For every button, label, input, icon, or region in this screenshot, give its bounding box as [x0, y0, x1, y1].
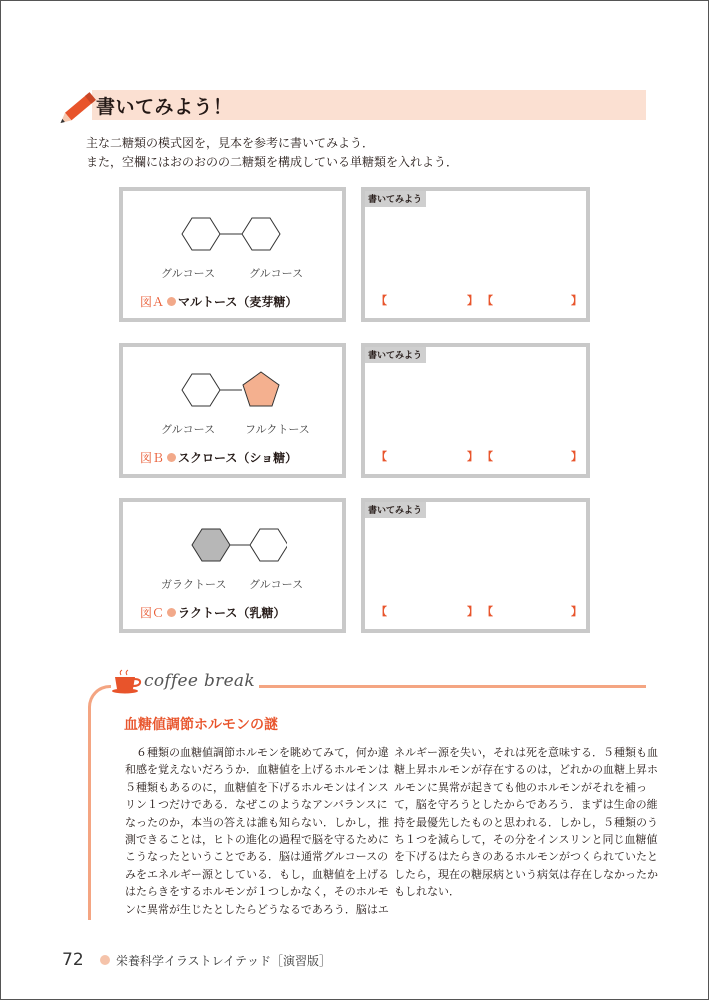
figure-number: 図Ｂ [140, 451, 165, 465]
glucose-hexagon [182, 374, 220, 406]
practice-tag: 書いてみよう [365, 502, 426, 518]
bullet-dot-icon [167, 608, 176, 617]
fructose-pentagon [243, 372, 279, 406]
text-line: ルモンに異常が起きても他のホルモンがそれを補っ [394, 780, 647, 794]
page-title: 書いてみよう！ [96, 96, 233, 118]
text-line: こうなったということである．脳は通常グルコースの [125, 850, 389, 864]
lactose-diagram [177, 522, 287, 568]
text-line: はたらきをするホルモンが１つしかなく，そのホルモ [125, 885, 389, 899]
practice-box-c[interactable] [361, 498, 590, 633]
sample-box-b [119, 343, 346, 478]
footer-dot-icon [100, 955, 110, 965]
instruction-line-1: 主な二糖類の模式図を，見本を参考に書いてみよう． [86, 136, 375, 150]
glucose-hexagon [242, 218, 280, 250]
text-line: て，脳を守ろうとしたからであろう．まずは生命の維 [394, 798, 658, 812]
bracket-close: 】 [467, 605, 478, 618]
figure-number: 図Ｃ [140, 606, 165, 620]
bracket-open: 【 [482, 605, 493, 618]
page-number: 72 [62, 950, 84, 970]
right-sugar-label: フルクトース [245, 423, 310, 436]
bracket-close: 】 [571, 294, 582, 307]
text-line: みをエネルギー源としている．もし，血糖値を上げる [125, 867, 389, 881]
glucose-hexagon [182, 218, 220, 250]
text-line: 和感を覚えないだろうか．血糖値を上げるホルモンは [125, 763, 389, 777]
figure-caption [140, 604, 285, 621]
bracket-open: 【 [376, 294, 387, 307]
bracket-open: 【 [376, 450, 387, 463]
text-line: ５種類もあるのに，血糖値を下げるホルモンはインス [125, 780, 389, 794]
book-title: 栄養科学イラストレイテッド［演習版］ [116, 954, 332, 968]
left-sugar-label: ガラクトース [161, 578, 227, 591]
maltose-diagram [177, 211, 287, 257]
text-line: ６種類の血糖値調節ホルモンを眺めてみて，何か違 [125, 746, 389, 759]
article-column-left [125, 744, 387, 918]
right-sugar-label: グルコース [249, 267, 304, 280]
text-line: もしれない． [394, 885, 460, 899]
sample-box-a [119, 187, 346, 322]
article-column-right [394, 744, 656, 901]
text-line: 糖上昇ホルモンが存在するのは，どれかの血糖上昇ホ [394, 763, 658, 777]
bullet-dot-icon [167, 453, 176, 462]
figure-caption [140, 449, 297, 466]
text-line: 持を最優先したものと思われる．しかし，５種類のう [394, 815, 658, 829]
bracket-open: 【 [482, 294, 493, 307]
bracket-close: 】 [571, 605, 582, 618]
sucrose-diagram [177, 367, 287, 413]
text-line: 測できることは，ヒトの進化の過程で脳を守るために [125, 833, 389, 847]
coffee-break-label: coffee break [144, 671, 259, 691]
text-line: ち１つを減らして，その分をインスリンと同じ血糖値 [394, 833, 658, 847]
glucose-hexagon [250, 529, 287, 561]
figure-caption [140, 293, 297, 310]
text-line: ンに異常が生じたとしたらどうなるであろう．脳はエ [125, 902, 389, 916]
bracket-close: 】 [467, 450, 478, 463]
text-line: したら，現在の糖尿病という病気は存在しなかったか [394, 867, 658, 881]
coffee-cup-icon [111, 669, 145, 695]
sample-box-c [119, 498, 346, 633]
text-line: なったのか，本当の答えは誰も知らない．しかし，推 [125, 815, 389, 829]
practice-tag: 書いてみよう [365, 347, 426, 363]
bullet-dot-icon [167, 297, 176, 306]
text-line: ネルギー源を失い，それは死を意味する．５種類も血 [394, 746, 658, 759]
left-sugar-label: グルコース [161, 423, 216, 436]
disaccharide-name: スクロース（ショ糖） [178, 451, 298, 465]
bracket-open: 【 [376, 605, 387, 618]
disaccharide-name: マルトース（麦芽糖） [178, 295, 298, 309]
bracket-close: 】 [571, 450, 582, 463]
practice-box-b[interactable] [361, 343, 590, 478]
practice-box-a[interactable] [361, 187, 590, 322]
galactose-hexagon [192, 529, 230, 561]
bracket-open: 【 [482, 450, 493, 463]
practice-tag: 書いてみよう [365, 191, 426, 207]
column-heading: 血糖値調節ホルモンの謎 [124, 717, 278, 733]
left-sugar-label: グルコース [161, 267, 216, 280]
bracket-close: 】 [467, 294, 478, 307]
text-line: リン１つだけである．なぜこのようなアンバランスに [125, 798, 388, 812]
right-sugar-label: グルコース [249, 578, 304, 591]
instruction-line-2: また，空欄にはおのおのの二糖類を構成している単糖類を入れよう． [86, 155, 459, 169]
disaccharide-name: ラクトース（乳糖） [178, 606, 286, 620]
text-line: を下げるはたらきのあるホルモンがつくられていたと [394, 850, 658, 864]
figure-number: 図Ａ [140, 295, 165, 309]
